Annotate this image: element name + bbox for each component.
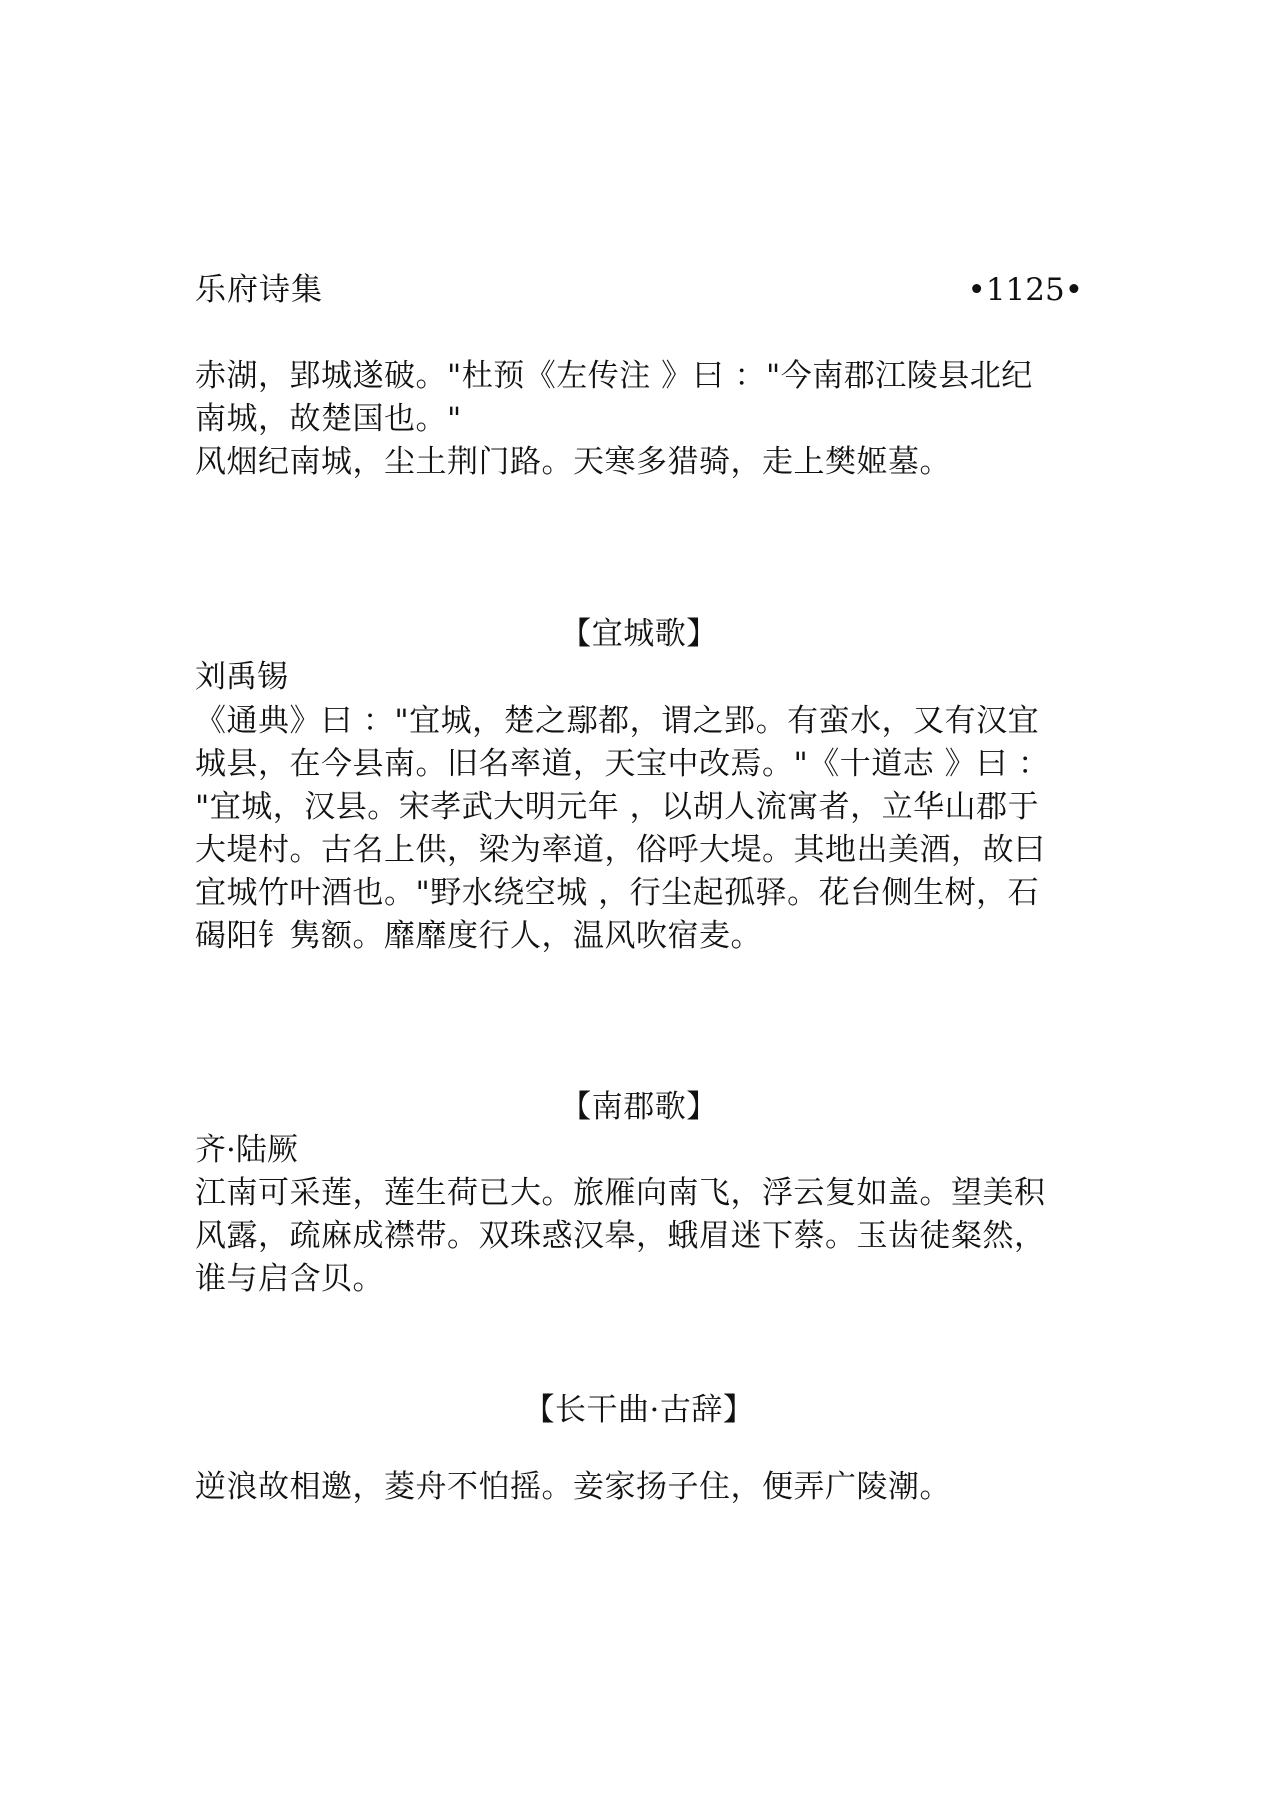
text-line: 大堤村。古名上供，梁为率道，俗呼大堤。其地出美酒，故曰 [195,832,1046,868]
text-line: 南城，故楚国也。" [195,401,462,437]
text-line: "宜城，汉县。宋孝武大明元年 ，以胡人流寓者，立华山郡于 [195,789,1040,825]
text-line: 宜城竹叶酒也。"野水绕空城 ，行尘起孤驿。花台侧生树，石 [195,875,1040,911]
section-author: 齐·陆厥 [195,1132,298,1168]
section-author: 刘禹锡 [195,659,288,695]
section-body [195,1172,1083,1301]
text-line: 风露，疏麻成襟带。双珠惑汉皋，蛾眉迷下蔡。玉齿徒粲然， [195,1218,1046,1254]
text-line: 江南可采莲，莲生荷已大。旅雁向南飞，浮云复如盖。望美积 [195,1175,1046,1211]
text-line: 碣阳钅隽额。靡靡度行人，温风吹宿麦。 [195,918,762,954]
text-line: 《通典》曰 ："宜城，楚之鄢都，谓之郢。有蛮水，又有汉宜 [195,703,1040,739]
section-body [195,1466,1083,1509]
text-line: 赤湖，郢城遂破。"杜预《左传注 》曰 ："今南郡江陵县北纪 [195,358,1033,394]
text-line: 风烟纪南城，尘土荆门路。天寒多猎骑，走上樊姬墓。 [195,444,951,480]
section-title: 【南郡歌】 [560,1089,718,1125]
text-line: 谁与启含贝。 [195,1261,384,1297]
book-title: 乐府诗集 [195,272,323,308]
section-body [195,700,1083,958]
page-header [195,268,1083,312]
intro-text [195,355,1083,484]
section-title: 【宜城歌】 [560,616,718,652]
text-line: 逆浪故相邀，菱舟不怕摇。妾家扬子住，便弄广陵潮。 [195,1469,951,1505]
text-line: 城县，在今县南。旧名率道，天宝中改焉。"《十道志 》曰 ： [195,746,1050,782]
section-title: 【长干曲·古辞】 [523,1392,755,1428]
page-number: •1125• [967,272,1083,308]
